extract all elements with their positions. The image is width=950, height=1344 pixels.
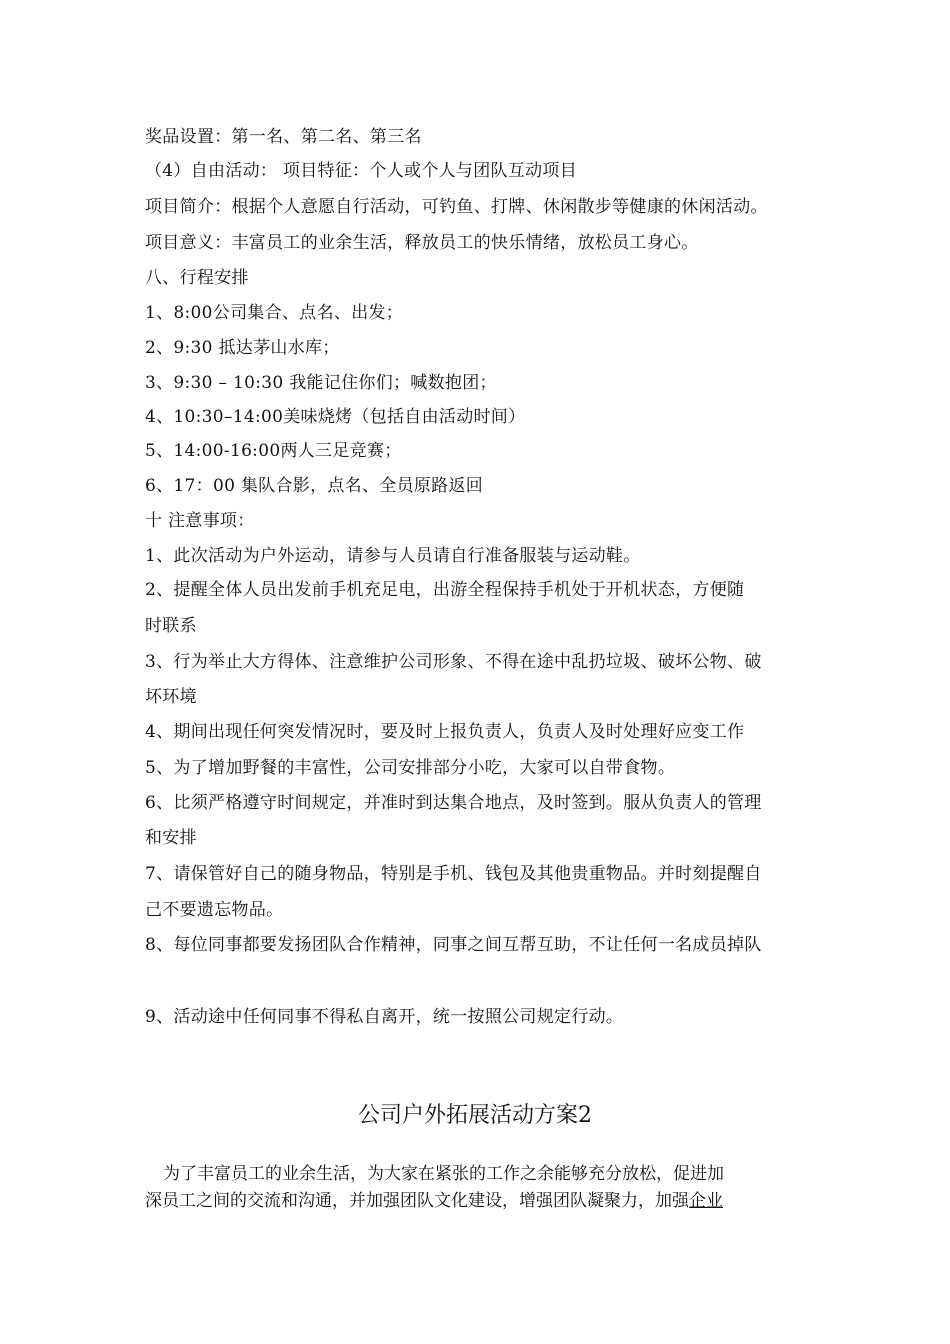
note-item: 6、比须严格遵守时间规定，并准时到达集合地点，及时签到。服从负责人的管理 bbox=[145, 793, 762, 813]
schedule-item: 4、10:30–14:00美味烧烤（包括自由活动时间） bbox=[145, 407, 526, 427]
note-item-continued: 时联系 bbox=[145, 616, 197, 636]
schedule-item: 6、17：00 集队合影，点名、全员原路返回 bbox=[145, 476, 484, 496]
notes-heading: 十 注意事项： bbox=[145, 511, 255, 531]
note-item-continued: 坏环境 bbox=[145, 687, 197, 707]
section-title: 公司户外拓展活动方案2 bbox=[358, 1103, 592, 1128]
schedule-heading: 八、行程安排 bbox=[145, 268, 249, 288]
note-item: 8、每位同事都要发扬团队合作精神，同事之间互帮互助，不让任何一名成员掉队 bbox=[145, 935, 762, 955]
schedule-item: 5、14:00-16:00两人三足竞赛； bbox=[145, 441, 402, 461]
schedule-item: 2、9:30 抵达茅山水库； bbox=[145, 338, 340, 358]
note-item-continued: 己不要遗忘物品。 bbox=[145, 900, 284, 920]
note-item: 3、行为举止大方得体、注意维护公司形象、不得在途中乱扔垃圾、破坏公物、破 bbox=[145, 652, 762, 672]
note-item: 1、此次活动为户外运动，请参与人员请自行准备服装与运动鞋。 bbox=[145, 546, 641, 566]
intro-paragraph-line: 为了丰富员工的业余生活，为大家在紧张的工作之余能够充分放松，促进加 bbox=[163, 1164, 724, 1184]
project-intro-line: 项目简介：根据个人意愿自行活动，可钓鱼、打牌、休闲散步等健康的休闲活动。 bbox=[145, 197, 768, 217]
schedule-item: 1、8:00公司集合、点名、出发； bbox=[145, 303, 404, 323]
schedule-item: 3、9:30 – 10:30 我能记住你们；喊数抱团； bbox=[145, 373, 497, 393]
note-item: 7、请保管好自己的随身物品，特别是手机、钱包及其他贵重物品。并时刻提醒自 bbox=[145, 864, 762, 884]
intro-paragraph-text: 深员工之间的交流和沟通，并加强团队文化建设，增强团队凝聚力，加强 bbox=[145, 1191, 689, 1211]
free-activity-line: （4）自由活动： 项目特征：个人或个人与团队互动项目 bbox=[145, 161, 578, 181]
note-item: 5、为了增加野餐的丰富性，公司安排部分小吃，大家可以自带食物。 bbox=[145, 758, 676, 778]
note-item: 4、期间出现任何突发情况时，要及时上报负责人，负责人及时处理好应变工作 bbox=[145, 722, 745, 742]
note-item-continued: 和安排 bbox=[145, 828, 197, 848]
prize-settings-line: 奖品设置：第一名、第二名、第三名 bbox=[145, 127, 422, 147]
note-item: 9、活动途中任何同事不得私自离开，统一按照公司规定行动。 bbox=[145, 1007, 624, 1027]
note-item: 2、提醒全体人员出发前手机充足电，出游全程保持手机处于开机状态，方便随 bbox=[145, 580, 745, 600]
underlined-link-text: 企业 bbox=[689, 1191, 723, 1211]
intro-paragraph-line bbox=[145, 1190, 805, 1212]
project-meaning-line: 项目意义：丰富员工的业余生活，释放员工的快乐情绪，放松员工身心。 bbox=[145, 233, 699, 253]
